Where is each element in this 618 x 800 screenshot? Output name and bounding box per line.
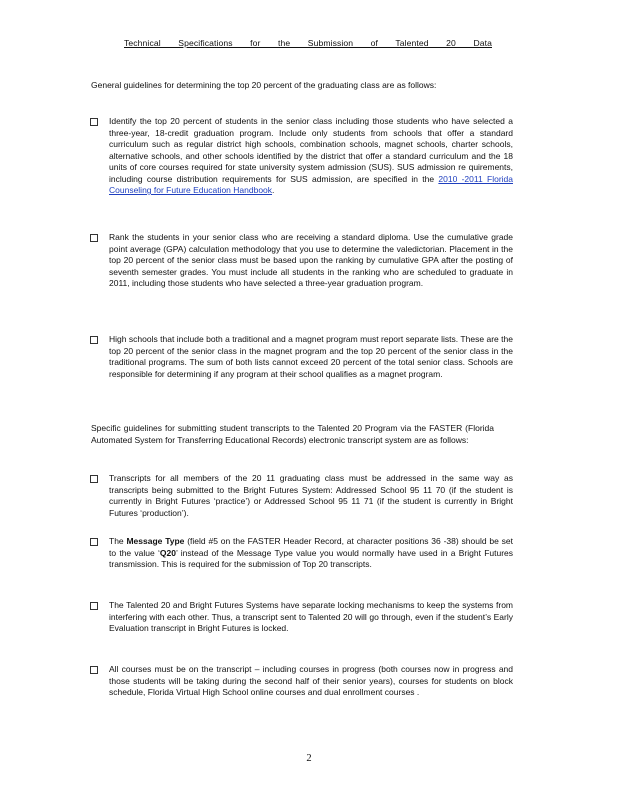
page-title: Technical Specifications for the Submission of Talented 20 Data (124, 38, 492, 48)
bullet-box-icon (90, 666, 98, 674)
list-item (109, 536, 513, 571)
message-type-bold: Message Type (126, 536, 185, 546)
list-item: Transcripts for all members of the 20 11 graduating class must be addressed in the same way as transcripts being submitted to the Bright Futures System: Addressed School 95 11 70 (if the student is currently in Bright Futures ‘practice’) or Addressed School 95 11 71 (if the student is currently in Bright Futures ‘production’). (109, 473, 513, 518)
bullet-box-icon (90, 602, 98, 610)
bullet-box-icon (90, 475, 98, 483)
list-item (109, 116, 513, 197)
bullet-box-icon (90, 538, 98, 546)
list-item: Rank the students in your senior class who are receiving a standard diploma. Use the cumulative grade point average (GPA) calculation methodology that you use to determine the valedictorian. Placement in the top 20 percent of the senior class must be based upon the ranking by cumulative GPA after the posting of seventh semester grades. You must include all students in the ranking who are scheduled to graduate in 2011, including those students who have selected a three-year graduation program. (109, 232, 513, 288)
list-item-text: Identify the top 20 percent of students in the senior class including those students who have selected a three-year, 18-credit graduation program. Include only students from schools that offer a standard curriculum such as regular district high schools, combination schools, magnet schools, charter schools, alternative schools, and other schools identified by the district that offer a standard curriculum and the 18 units of core courses required for state university system admission (SUS). SUS admission re quirements, including course distribution requirements for SUS admission, are specified in the (109, 116, 513, 184)
list-item-text: The (109, 536, 127, 546)
specific-guidelines-intro: Specific guidelines for submitting student transcripts to the Talented 20 Program via the FASTER (Florida Automated System for Transferring Educational Records) electronic transcript system are as follows: (91, 423, 494, 445)
bullet-box-icon (90, 118, 98, 126)
list-item: High schools that include both a traditional and a magnet program must report separate lists. These are the top 20 percent of the senior class in the magnet program and the top 20 percent of the senior class in the traditional programs. The sum of both lists cannot exceed 20 percent of the total senior class. Schools are responsible for determining if any program at their school qualifies as a magnet program. (109, 334, 513, 379)
handbook-link[interactable]: 2010 -2011 Florida Counseling for Future Education Handbook (109, 173, 513, 195)
list-item-text: ’ instead of the Message Type value you would normally have used in a Bright Futures transmission. This is required for the submission of Top 20 transcripts. (109, 547, 514, 569)
general-guidelines-intro: General guidelines for determining the top 20 percent of the graduating class are as follows: (91, 80, 437, 90)
list-item-text-end: . (272, 185, 275, 195)
bullet-box-icon (90, 234, 98, 242)
list-item-text: (field #5 on the FASTER Header Record, at character positions 36 -38) should be set to the value ‘ (109, 536, 513, 558)
bullet-box-icon (90, 336, 98, 344)
list-item: The Talented 20 and Bright Futures Systems have separate locking mechanisms to keep the systems from interfering with each other. Thus, a transcript sent to Talented 20 will go through, even if the student’s Early Evaluation transcript in Bright Futures is locked. (109, 600, 513, 633)
page-number: 2 (306, 753, 312, 764)
list-item: All courses must be on the transcript – including courses in progress (both courses now in progress and those students will be taking during the second half of their senior years), courses for students on block schedule, Florida Virtual High School online courses and dual enrollment courses . (109, 664, 513, 697)
q20-bold: Q20 (159, 547, 176, 558)
